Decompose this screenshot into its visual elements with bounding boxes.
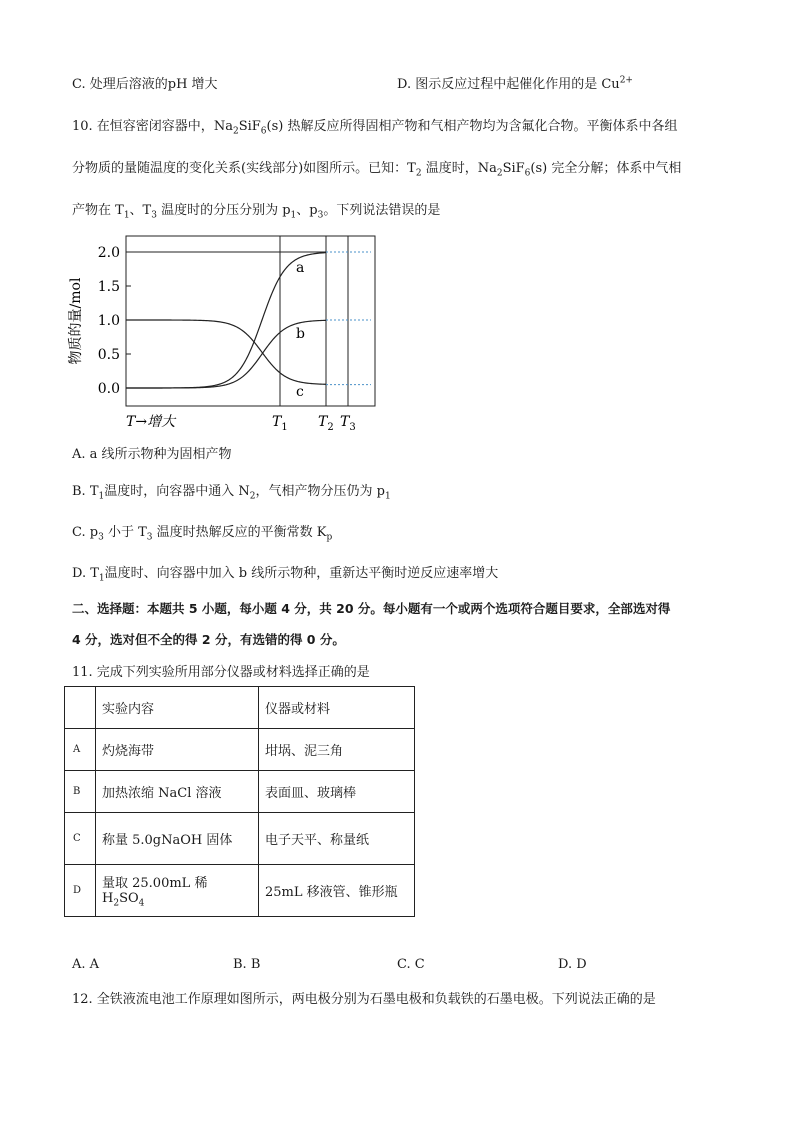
series-label-b: b: [296, 326, 305, 342]
q10-stem-line3: 产物在 $T_1$、$T_3$ 温度时的分压分别为 $p_1$、$p_3$。下列说法错误的是: [72, 203, 441, 221]
q11-option-b: B. B: [233, 957, 261, 972]
y-tick-label: 2.0: [97, 245, 120, 261]
table-row: [65, 813, 415, 865]
x-mark-label: $T_1$: [272, 414, 288, 433]
x-mark-label: $T_3$: [340, 414, 356, 433]
q9-option-c: C. 处理后溶液的pH 增大: [72, 77, 218, 92]
series-label-a: a: [296, 260, 305, 276]
table-row: [65, 771, 415, 813]
series-label-c: c: [296, 384, 304, 400]
y-axis-label: 物质的量/mol: [68, 277, 84, 365]
q11-option-a: A. A: [72, 957, 100, 972]
row-key: B: [65, 771, 96, 813]
q11-stem: 11. 完成下列实验所用部分仪器或材料选择正确的是: [72, 665, 370, 680]
q11-option-d: D. D: [558, 957, 587, 972]
table-header-cell: 实验内容: [96, 687, 259, 729]
row-tools: 坩埚、泥三角: [259, 729, 415, 771]
row-key: A: [65, 729, 96, 771]
section2-heading-line1: 二、选择题：本题共 5 小题，每小题 4 分，共 20 分。每小题有一个或两个选项符合题目要求，全部选对得: [72, 601, 671, 616]
row-key: D: [65, 865, 96, 917]
q10-option-c: C. $p_3$ 小于 $T_3$ 温度时热解反应的平衡常数 $K_p$: [72, 525, 333, 543]
q10-chart: [66, 232, 386, 434]
row-tools: 25mL 移液管、锥形瓶: [259, 865, 415, 917]
q10-option-a: A. a 线所示物种为固相产物: [72, 447, 232, 462]
table-header-row: [65, 687, 415, 729]
table-header-cell: [65, 687, 96, 729]
table-row: [65, 729, 415, 771]
row-tools: 表面皿、玻璃棒: [259, 771, 415, 813]
x-mark-label: $T_2$: [318, 414, 334, 433]
q10-option-d: D. $T_1$温度时、向容器中加入 b 线所示物种，重新达平衡时逆反应速率增大: [72, 566, 499, 584]
row-tools: 电子天平、称量纸: [259, 813, 415, 865]
table-row: [65, 865, 415, 917]
row-content: 量取 25.00mL 稀 $H_2SO_4$: [96, 865, 259, 917]
q9-option-d: D. 图示反应过程中起催化作用的是 $Cu^{2+}$: [397, 75, 633, 92]
plot-frame: [126, 236, 375, 406]
q11-option-c: C. C: [397, 957, 425, 972]
row-content: 称量 5.0gNaOH 固体: [96, 813, 259, 865]
y-tick-label: 1.0: [97, 313, 120, 329]
row-content: 灼烧海带: [96, 729, 259, 771]
y-tick-label: 1.5: [97, 279, 120, 295]
row-content: 加热浓缩 NaCl 溶液: [96, 771, 259, 813]
y-tick-label: 0.5: [97, 347, 120, 363]
y-tick-label: 0.0: [97, 381, 120, 397]
q12-stem: 12. 全铁液流电池工作原理如图所示，两电极分别为石墨电极和负载铁的石墨电极。下列说法正确的是: [72, 992, 656, 1007]
q10-stem-line2: 分物质的量随温度的变化关系(实线部分)如图所示。已知：$T_2$ 温度时，$Na_2SiF_6(s)$ 完全分解；体系中气相: [72, 161, 682, 179]
x-axis-label: T→增大: [126, 414, 176, 430]
q10-stem-line1: 10. 在恒容密闭容器中，$Na_2SiF_6(s)$ 热解反应所得固相产物和气相产物均为含氟化合物。平衡体系中各组: [72, 119, 678, 137]
q11-table: [64, 686, 415, 917]
q10-option-b: B. $T_1$温度时，向容器中通入 $N_2$，气相产物分压仍为 $p_1$: [72, 484, 391, 502]
section2-heading-line2: 4 分，选对但不全的得 2 分，有选错的得 0 分。: [72, 632, 345, 647]
table-header-cell: 仪器或材料: [259, 687, 415, 729]
row-key: C: [65, 813, 96, 865]
